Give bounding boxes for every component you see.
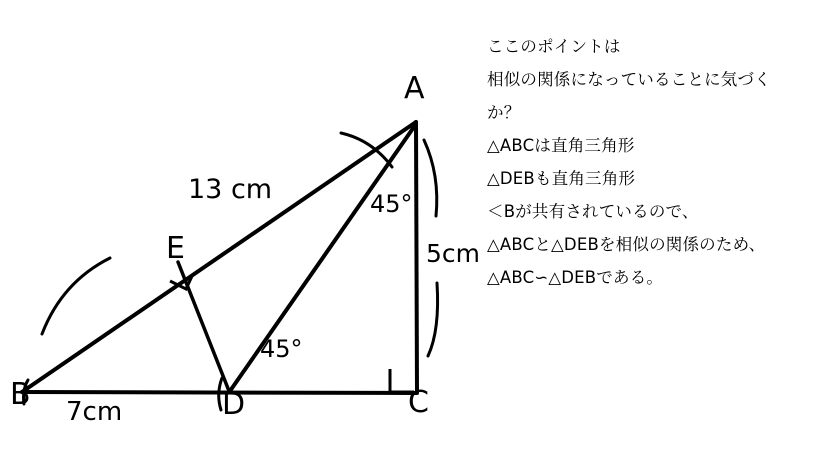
vertex-label-e: E <box>166 231 185 266</box>
arc-be-bracket <box>42 258 110 334</box>
arc-ac-upper <box>424 140 437 216</box>
arc-a-top <box>341 133 392 167</box>
angle-label-a: 45° <box>370 190 413 218</box>
note-line-6: ＜Bが共有されているので、 <box>487 202 699 221</box>
note-line-2: 相似の関係になっていることに気づく <box>487 70 771 89</box>
note-line-5: △DEBも直角三角形 <box>487 169 636 188</box>
note-line-1: ここのポイントは <box>487 37 621 56</box>
side-label-bd: 7cm <box>66 397 123 427</box>
segment-a-to-c <box>416 122 417 393</box>
segment-b-to-a <box>22 122 416 392</box>
note-line-8: △ABC∽△DEBである。 <box>487 268 664 287</box>
arc-ac-lower <box>428 283 438 356</box>
segment-e-to-d <box>178 262 229 391</box>
vertex-label-a: A <box>404 71 425 106</box>
vertex-label-c: C <box>408 385 429 420</box>
note-line-7: △ABCと△DEBを相似の関係のため、 <box>487 235 766 254</box>
note-line-3: か？ <box>487 103 521 122</box>
note-line-4: △ABCは直角三角形 <box>487 136 635 155</box>
explanation-notes <box>487 30 809 294</box>
vertex-label-b: B <box>10 377 31 412</box>
side-label-ac: 5cm <box>426 239 481 268</box>
angle-label-d: 45° <box>260 335 303 363</box>
side-label-ba: 13 cm <box>188 174 273 205</box>
vertex-label-d: D <box>222 387 246 422</box>
